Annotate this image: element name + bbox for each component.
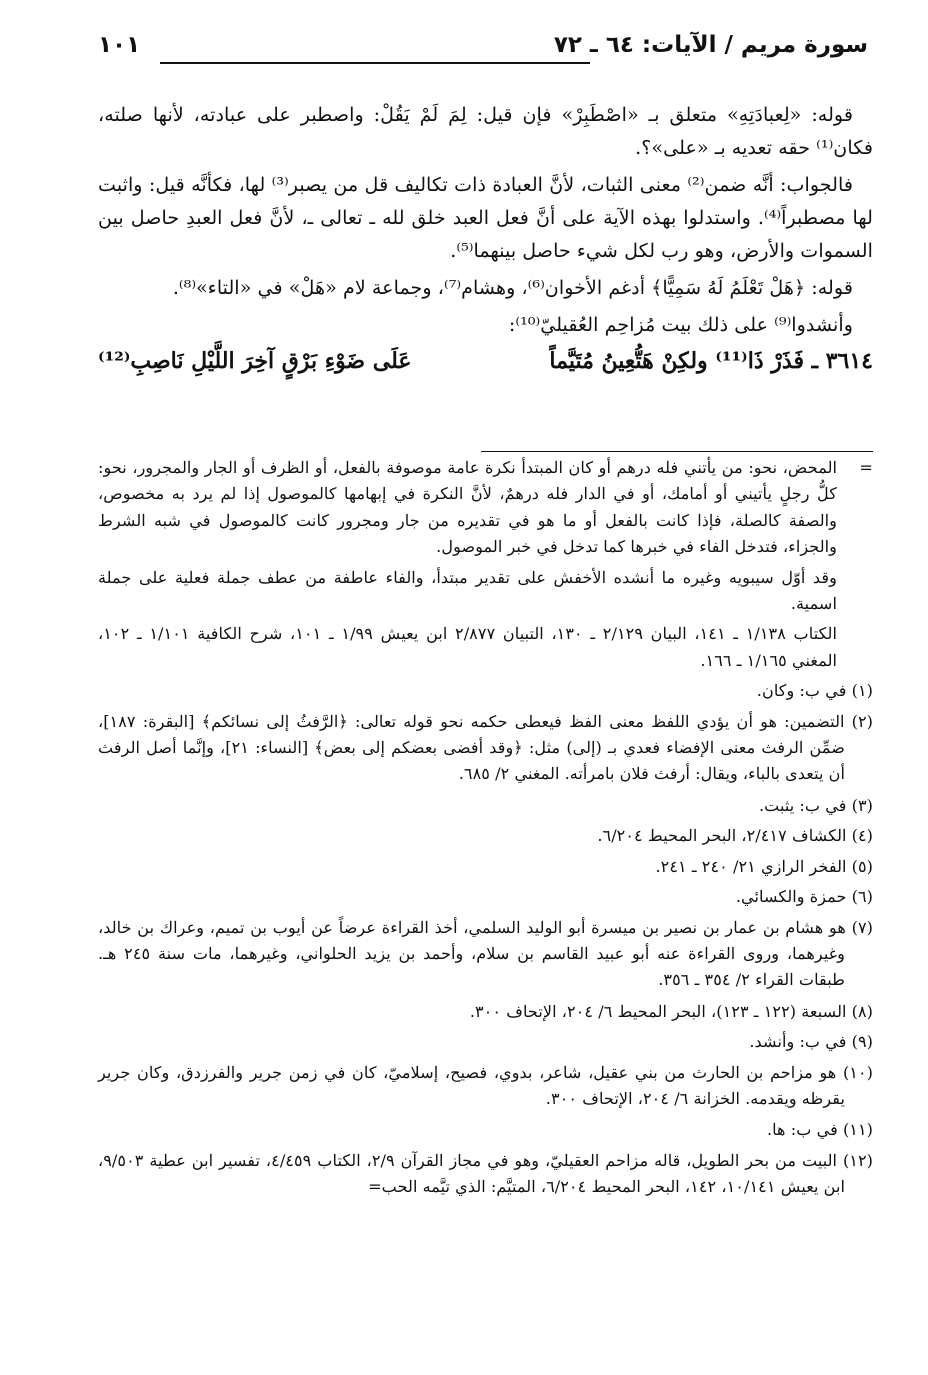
poetry-verse [98, 345, 873, 378]
footnote-9: (٩) في ب: وأنشد. [749, 1032, 873, 1052]
surah-title: سورة مريم / الآيات: ٦٤ ـ ٧٢ [553, 32, 868, 58]
footnote-12: (١٢) البيت من بحر الطويل، قاله مزاحم العقيليّ، وهو في مجاز القرآن ٢/٩، الكتاب ٤/٤٥٩، تفسير ابن عطية ٩/٥٠٣، ابن يعيش ١٠/١٤١، ١٤٢، البحر المحيط ٦/٢٠٤، المتيَّم: الذي تيَّمه الحب= [98, 1150, 873, 1197]
footnote-8: (٨) السبعة (١٢٢ ـ ١٢٣)، البحر المحيط ٦/ ٢٠٤، الإتحاف ٣٠٠. [469, 1001, 873, 1021]
verse-hemistich-1: ٣٦١٤ ـ فَذَرْ ذَا⁽¹¹⁾ ولكِنْ هَتُّعِينُ مُتَيَّماً [549, 348, 873, 374]
paragraph-3: قوله: ﴿هَلْ تَعْلَمُ لَهُ سَمِيًّا﴾ أدغم الأخوان⁽⁶⁾، وهشام⁽⁷⁾، وجماعة لام «هَلْ» في «التاء»⁽⁸⁾. [172, 276, 853, 299]
footnote-5: (٥) الفخر الرازي ٢١/ ٢٤٠ ـ ٢٤١. [655, 856, 873, 876]
footnote-separator [481, 451, 873, 452]
page-number: ١٠١ [98, 32, 141, 58]
continuation-marker: = [859, 458, 873, 477]
continuation-text-1: المحض، نحو: من يأتني فله درهم أو كان المبتدأ نكرة عامة موصوفة بالفعل، أو الظرف أو الجار والمجرور، نحو: كلُّ رجلٍ يأتيني أو أمامك، أو في الدار فله درهمٌ، لأنَّ النكرة في إبهامها كالموصول إذا لم يرد به مخصوص، والصفة كالصلة، فإذا كانت بالفعل أو ما هو في تقديره من جار ومجرور كانت كالموصول في شبه الشرط والجزاء، فتدخل الفاء في خبرها كما تدخل في خبر الموصول. [98, 458, 837, 557]
paragraph-2: فالجواب: أنَّه ضمن⁽²⁾ معنى الثبات، لأنَّ العبادة ذات تكاليف قل من يصبر⁽³⁾ لها، فكأنَّه قيل: واثبت لها مصطبراً⁽⁴⁾. واستدلوا بهذه الآية على أنَّ فعل العبد خلق لله ـ تعالى ـ، لأنَّ فعل العبدِ حاصل بين السموات والأرض، وهو رب لكل شيء حاصل بينهما⁽⁵⁾. [98, 173, 873, 262]
footnotes [98, 455, 873, 1206]
paragraph-4: وأنشدوا⁽⁹⁾ على ذلك بيت مُزاحِم العُقيليّ⁽¹⁰⁾: [508, 313, 853, 336]
main-text [98, 98, 873, 378]
footnote-11: (١١) في ب: ها. [766, 1120, 873, 1140]
verse-hemistich-2: عَلَى ضَوْءِ بَرْقٍ آخِرَ اللَّيْلِ نَاصِبِ⁽¹²⁾ [98, 348, 412, 374]
footnote-4: (٤) الكشاف ٢/٤١٧، البحر المحيط ٦/٢٠٤. [597, 826, 873, 846]
footnote-2: (٢) التضمين: هو أن يؤدي اللفظ معنى الفظ فيعطى حكمه نحو قوله تعالى: ﴿الرَّفثُ إلى نسائكم﴾ [البقرة: ١٨٧]، ضمِّن الرفث معنى الإفضاء فعدي بـ (إلى) مثل: ﴿وقد أفضى بعضكم إلى بعض﴾ [النساء: ٢١]، وإنَّما أصل الرفث أن يتعدى بالباء، ويقال: أرفث فلان بامرأته. المغني ٢/ ٦٨٥. [98, 711, 873, 784]
footnote-continuation [98, 455, 873, 561]
footnote-3: (٣) في ب: يثبت. [758, 795, 873, 815]
continuation-text-2: وقد أوّل سيبويه وغيره ما أنشده الأخفش على تقدير مبتدأ، والفاء عاطفة من عطف جملة فعلية على جملة اسمية. [98, 567, 837, 614]
continuation-text-3: الكتاب ١/١٣٨ ـ ١٤١، البيان ٢/١٢٩ ـ ١٣٠، التبيان ٢/٨٧٧ ابن يعيش ١/٩٩ ـ ١٠١، شرح الكافية ١/١٠١ ـ ١٠٢، المغني ١/١٦٥ ـ ١٦٦. [98, 624, 837, 670]
paragraph-1: قوله: «لِعبادَتِهِ» متعلق بـ «اصْطَبِرْ» فإن قيل: لِمَ لَمْ يَقُلْ: واصطبر على عبادته، لأنها صلته، فكان⁽¹⁾ حقه تعديه بـ «على»؟. [98, 103, 873, 159]
running-header [98, 28, 868, 72]
header-rule [160, 62, 590, 64]
footnote-1: (١) في ب: وكان. [756, 681, 873, 701]
footnote-7: (٧) هو هشام بن عمار بن نصير بن ميسرة أبو الوليد السلمي، أخذ القراءة عرضاً عن أيوب بن تميم، وعراك بن خالد، وغيرهما، وروى القراءة عنه أبو عبيد القاسم بن سلام، وأحمد بن يزيد الحلواني، وغيرهما، مات سنة ٢٤٥ هـ. طبقات القراء ٢/ ٣٥٤ ـ ٣٥٦. [98, 917, 873, 990]
footnote-6: (٦) حمزة والكسائي. [735, 887, 873, 907]
footnote-10: (١٠) هو مزاحم بن الحارث من بني عقيل، شاعر، بدوي، فصيح، إسلاميّ، كان في زمن جرير والفرزدق، وكان جرير يقرظه ويقدمه. الخزانة ٦/ ٢٠٤، الإتحاف ٣٠٠. [98, 1062, 873, 1108]
